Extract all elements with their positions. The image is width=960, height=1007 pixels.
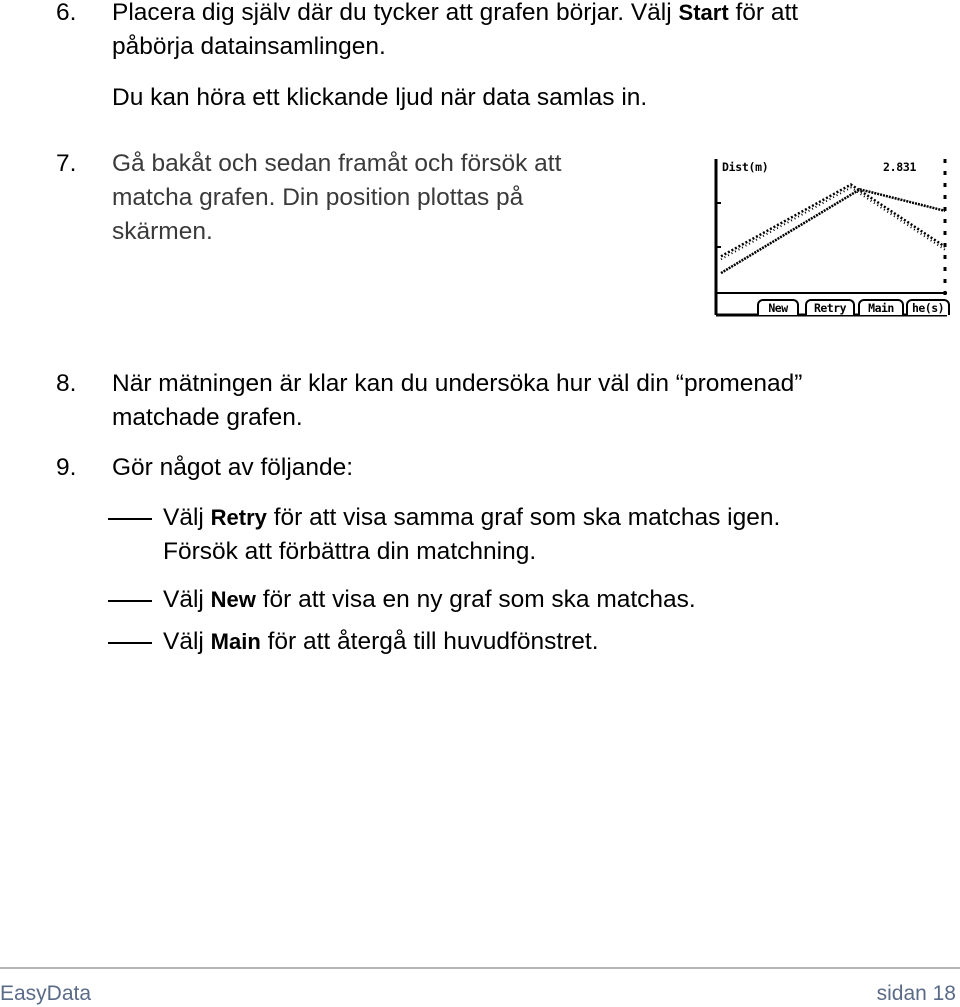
step-7-line2: matcha grafen. Din position plottas på (112, 184, 524, 211)
footer-title: EasyData (0, 982, 92, 1005)
step-text (112, 451, 353, 485)
option-pre: Välj (163, 586, 211, 613)
dash-bullet (108, 642, 152, 644)
step-text (112, 0, 798, 115)
step-text (112, 367, 802, 435)
start-keyword: Start (678, 0, 729, 25)
step-6-line1-end: för att (728, 0, 799, 26)
step-7 (56, 147, 676, 257)
step-number: 7. (56, 150, 77, 177)
option-post: för att återgå till huvudfönstret. (260, 628, 599, 655)
step-6-line2: påbörja datainsamlingen. (112, 33, 386, 60)
retry-button[interactable]: Retry (805, 299, 855, 315)
option-line2: Försök att förbättra din matchning. (163, 538, 537, 565)
main-button[interactable]: Main (858, 299, 904, 315)
step-text (112, 147, 561, 249)
option-text (163, 583, 696, 617)
calculator-screen (713, 155, 950, 317)
step-7-line1: Gå bakåt och sedan framåt och försök att (112, 150, 562, 177)
footer-divider (0, 967, 960, 969)
time-button[interactable]: he(s) (906, 299, 950, 315)
option-text (163, 625, 599, 659)
main-keyword: Main (210, 629, 261, 654)
current-value: 2.831 (883, 160, 917, 174)
new-button[interactable]: New (757, 299, 799, 315)
calculator-graph (713, 155, 950, 317)
target-graph-line (721, 185, 945, 257)
step-6 (56, 0, 956, 111)
axis-label: Dist(m) (722, 160, 769, 174)
step-8-line1: När mätningen är klar kan du undersöka hur väl din “promenad” (112, 370, 803, 397)
option-pre: Välj (163, 504, 211, 531)
option-retry (108, 501, 948, 569)
option-post: för att visa samma graf som ska matchas igen. (266, 504, 781, 531)
step-6-note: Du kan höra ett klickande ljud när data samlas in. (112, 84, 648, 111)
option-text (163, 501, 780, 569)
option-post: för att visa en ny graf som ska matchas. (255, 586, 696, 613)
step-number: 9. (56, 454, 77, 481)
dash-bullet (108, 518, 152, 520)
retry-keyword: Retry (210, 505, 267, 530)
measured-graph-line (721, 189, 945, 273)
option-new (108, 583, 948, 619)
step-7-line3: skärmen. (112, 218, 213, 245)
step-9-line1: Gör något av följande: (112, 454, 354, 481)
step-8-line2: matchade grafen. (112, 404, 303, 431)
step-6-line1-text: Placera dig själv där du tycker att grafen börjar. Välj (112, 0, 679, 26)
step-number: 6. (56, 0, 77, 26)
step-8 (56, 367, 956, 437)
page-number: sidan 18 (876, 982, 956, 1005)
step-9 (56, 451, 956, 487)
option-main (108, 625, 948, 661)
new-keyword: New (210, 587, 256, 612)
dash-bullet (108, 600, 152, 602)
step-number: 8. (56, 370, 77, 397)
option-pre: Välj (163, 628, 211, 655)
